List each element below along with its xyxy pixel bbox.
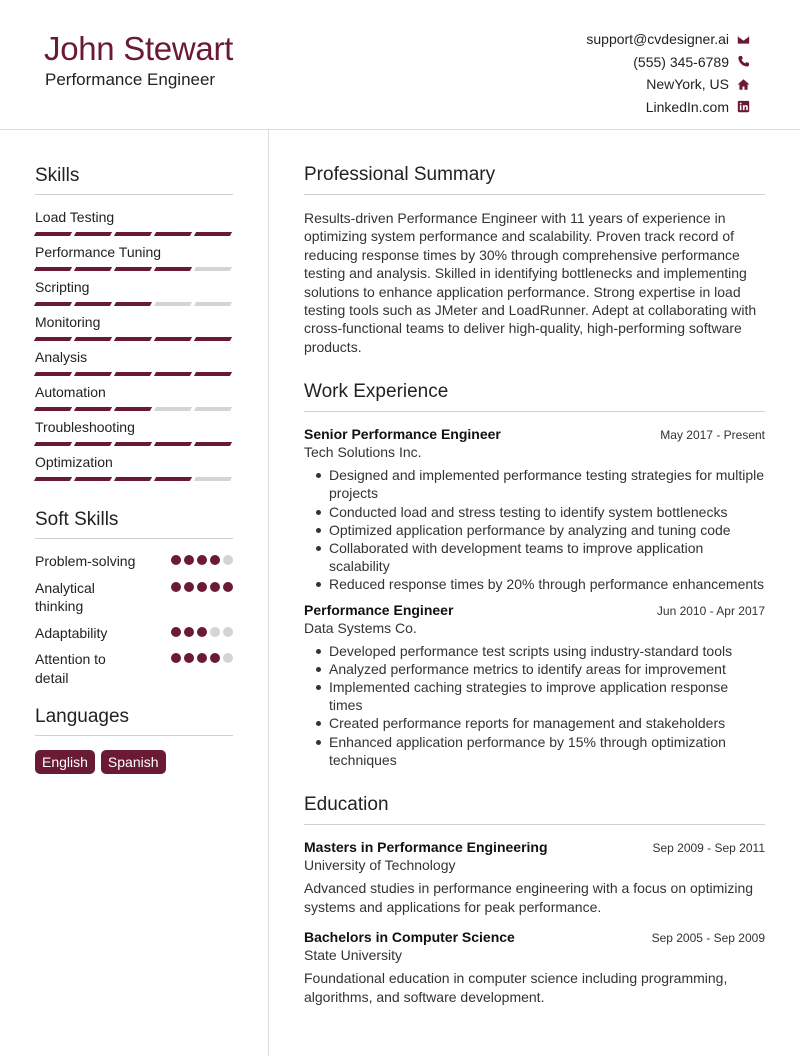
skill-name: Scripting [35,279,90,295]
skill-level-segment [194,337,232,341]
education-entry [304,839,765,917]
soft-skill-name: Adaptability [35,624,108,641]
soft-skill-rating [171,555,233,565]
envelope-icon [736,32,750,46]
skill-level-segment [154,267,192,271]
skill-item [35,314,233,341]
skill-level-segment [114,302,152,306]
rating-dot [184,627,194,637]
work-heading: Work Experience [304,381,765,412]
soft-skill-name: Problem-solving [35,553,136,569]
skill-level-segment [34,302,72,306]
skill-item [35,209,233,236]
candidate-name: John Stewart [44,30,234,67]
job-bullet: Collaborated with development teams to improve application scalability [316,539,765,575]
skill-level-segment [154,232,192,236]
rating-dot [210,555,220,565]
skill-level-segment [154,407,192,411]
skill-item [35,419,233,446]
skill-level-segment [154,302,192,306]
education-degree: Bachelors in Computer Science [304,929,515,946]
job-bullet: Created performance reports for management and stakeholders [316,714,765,732]
skill-level-bars [35,407,233,411]
education-dates: Sep 2005 - Sep 2009 [651,931,765,946]
skill-name: Optimization [35,454,113,470]
left-column [35,130,233,774]
rating-dot [197,582,207,592]
skill-level-segment [114,337,152,341]
phone-text: (555) 345-6789 [633,53,729,70]
job-header [304,602,765,618]
skill-level-bars [35,337,233,341]
resume-header [0,0,800,130]
job-bullets [304,466,765,593]
education-description: Foundational education in computer science including programming, algorithms, and software development. [304,970,728,1006]
skill-level-segment [114,267,152,271]
language-tag: English [35,750,95,774]
soft-skill-item [35,579,233,616]
summary-text: Results-driven Performance Engineer with 11 years of experience in optimizing system performance and scalability. Proven track record of reducing response times by 30% through comprehensive performance testing and analysis. Skilled in identifying bottlenecks and implementing solutions to enhance application performance. Strong expertise in load testing tools such as JMeter and LoadRunner. Adept at collaborating with cross-functional teams to deliver high-quality, high-performing software products. [304,210,757,355]
summary-heading: Professional Summary [304,164,765,195]
rating-dot [223,653,233,663]
education-entry [304,929,765,1007]
soft-skill-item [35,650,233,687]
education-list [304,839,765,1007]
location-text: NewYork, US [646,76,729,93]
skill-level-segment [74,337,112,341]
job-bullets [304,642,765,769]
skill-name: Monitoring [35,314,101,330]
skill-level-bars [35,302,233,306]
skill-level-segment [154,442,192,446]
skill-name: Load Testing [35,209,115,225]
skill-item [35,349,233,376]
soft-skill-name: Analytical thinking [35,579,95,614]
skill-level-bars [35,442,233,446]
skill-level-segment [74,372,112,376]
rating-dot [184,653,194,663]
skill-name: Performance Tuning [35,244,162,260]
skill-level-segment [34,232,72,236]
skills-heading: Skills [35,165,233,195]
job-bullet: Analyzed performance metrics to identify areas for improvement [316,660,765,678]
soft-skill-rating [171,653,233,663]
phone-icon [736,55,750,69]
rating-dot [197,653,207,663]
skill-level-segment [114,372,152,376]
rating-dot [184,555,194,565]
rating-dot [223,582,233,592]
contact-linkedin[interactable] [586,96,750,119]
home-icon [736,77,750,91]
skill-level-segment [34,407,72,411]
language-tag: Spanish [101,750,166,774]
rating-dot [210,582,220,592]
job-company: Data Systems Co. [304,619,417,636]
soft-skills-heading: Soft Skills [35,509,233,539]
skill-item [35,279,233,306]
skill-level-segment [154,372,192,376]
education-description: Advanced studies in performance engineering with a focus on optimizing systems and applications for peak performance. [304,880,754,916]
work-list [304,426,765,769]
skill-name: Troubleshooting [35,419,135,435]
skill-level-segment [74,302,112,306]
column-divider [268,130,269,1056]
education-school: University of Technology [304,857,456,874]
email-text: support@cvdesigner.ai [586,31,729,48]
skill-level-segment [194,267,232,271]
rating-dot [210,653,220,663]
skill-item [35,454,233,481]
contact-email[interactable] [586,28,750,51]
rating-dot [197,627,207,637]
job-bullet: Optimized application performance by analyzing and tuning code [316,521,765,539]
soft-skill-rating [171,627,233,637]
skill-level-segment [34,337,72,341]
candidate-title: Performance Engineer [45,70,216,89]
education-heading: Education [304,794,765,825]
skill-level-segment [194,407,232,411]
soft-skill-name: Attention to detail [35,651,106,686]
skill-level-bars [35,267,233,271]
job-bullet: Conducted load and stress testing to identify system bottlenecks [316,503,765,521]
skills-list [35,209,233,481]
rating-dot [171,653,181,663]
job-bullet: Reduced response times by 20% through performance enhancements [316,575,765,593]
skill-level-segment [194,302,232,306]
rating-dot [184,582,194,592]
skill-level-bars [35,232,233,236]
job-bullet: Designed and implemented performance testing strategies for multiple projects [316,466,765,502]
rating-dot [223,555,233,565]
education-dates: Sep 2009 - Sep 2011 [652,841,765,856]
skill-item [35,244,233,271]
skill-level-segment [34,442,72,446]
skill-level-segment [34,477,72,481]
rating-dot [210,627,220,637]
job-bullet: Implemented caching strategies to improve application response times [316,678,765,714]
education-degree: Masters in Performance Engineering [304,839,548,856]
job-header [304,426,765,442]
job-title: Performance Engineer [304,601,454,618]
contact-location [586,73,750,96]
job-title: Senior Performance Engineer [304,426,501,443]
rating-dot [223,627,233,637]
languages-list [35,750,233,774]
job-bullet: Developed performance test scripts using industry-standard tools [316,642,765,660]
contact-phone[interactable] [586,51,750,74]
education-header [304,839,765,855]
skill-item [35,384,233,411]
soft-skill-rating [171,582,233,592]
skill-level-segment [194,442,232,446]
skill-level-segment [194,232,232,236]
education-school: State University [304,947,403,964]
rating-dot [171,627,181,637]
skill-level-segment [114,232,152,236]
soft-skill-item [35,552,233,571]
soft-skill-item [35,624,233,643]
rating-dot [171,555,181,565]
skill-level-segment [114,407,152,411]
skill-level-segment [74,267,112,271]
skill-level-segment [74,477,112,481]
skill-level-segment [194,477,232,481]
skill-level-segment [114,442,152,446]
skill-level-segment [154,337,192,341]
skill-level-segment [74,407,112,411]
skill-level-segment [154,477,192,481]
soft-skills-list [35,552,233,687]
skill-level-bars [35,372,233,376]
job-dates: Jun 2010 - Apr 2017 [656,603,765,618]
skill-level-segment [34,372,72,376]
skill-level-segment [34,267,72,271]
contact-block [586,28,750,118]
skill-level-bars [35,477,233,481]
education-header [304,929,765,945]
languages-heading: Languages [35,706,233,736]
rating-dot [197,555,207,565]
job-dates: May 2017 - Present [660,428,765,443]
skill-name: Analysis [35,349,88,365]
skill-level-segment [74,232,112,236]
job-entry [304,602,765,769]
linkedin-icon [736,100,750,114]
skill-level-segment [74,442,112,446]
skill-level-segment [194,372,232,376]
skill-level-segment [114,477,152,481]
skill-name: Automation [35,384,106,400]
job-company: Tech Solutions Inc. [304,444,422,461]
job-bullet: Enhanced application performance by 15% through optimization techniques [316,733,765,769]
linkedin-text: LinkedIn.com [645,98,729,115]
job-entry [304,426,765,593]
right-column [304,130,765,1007]
rating-dot [171,582,181,592]
